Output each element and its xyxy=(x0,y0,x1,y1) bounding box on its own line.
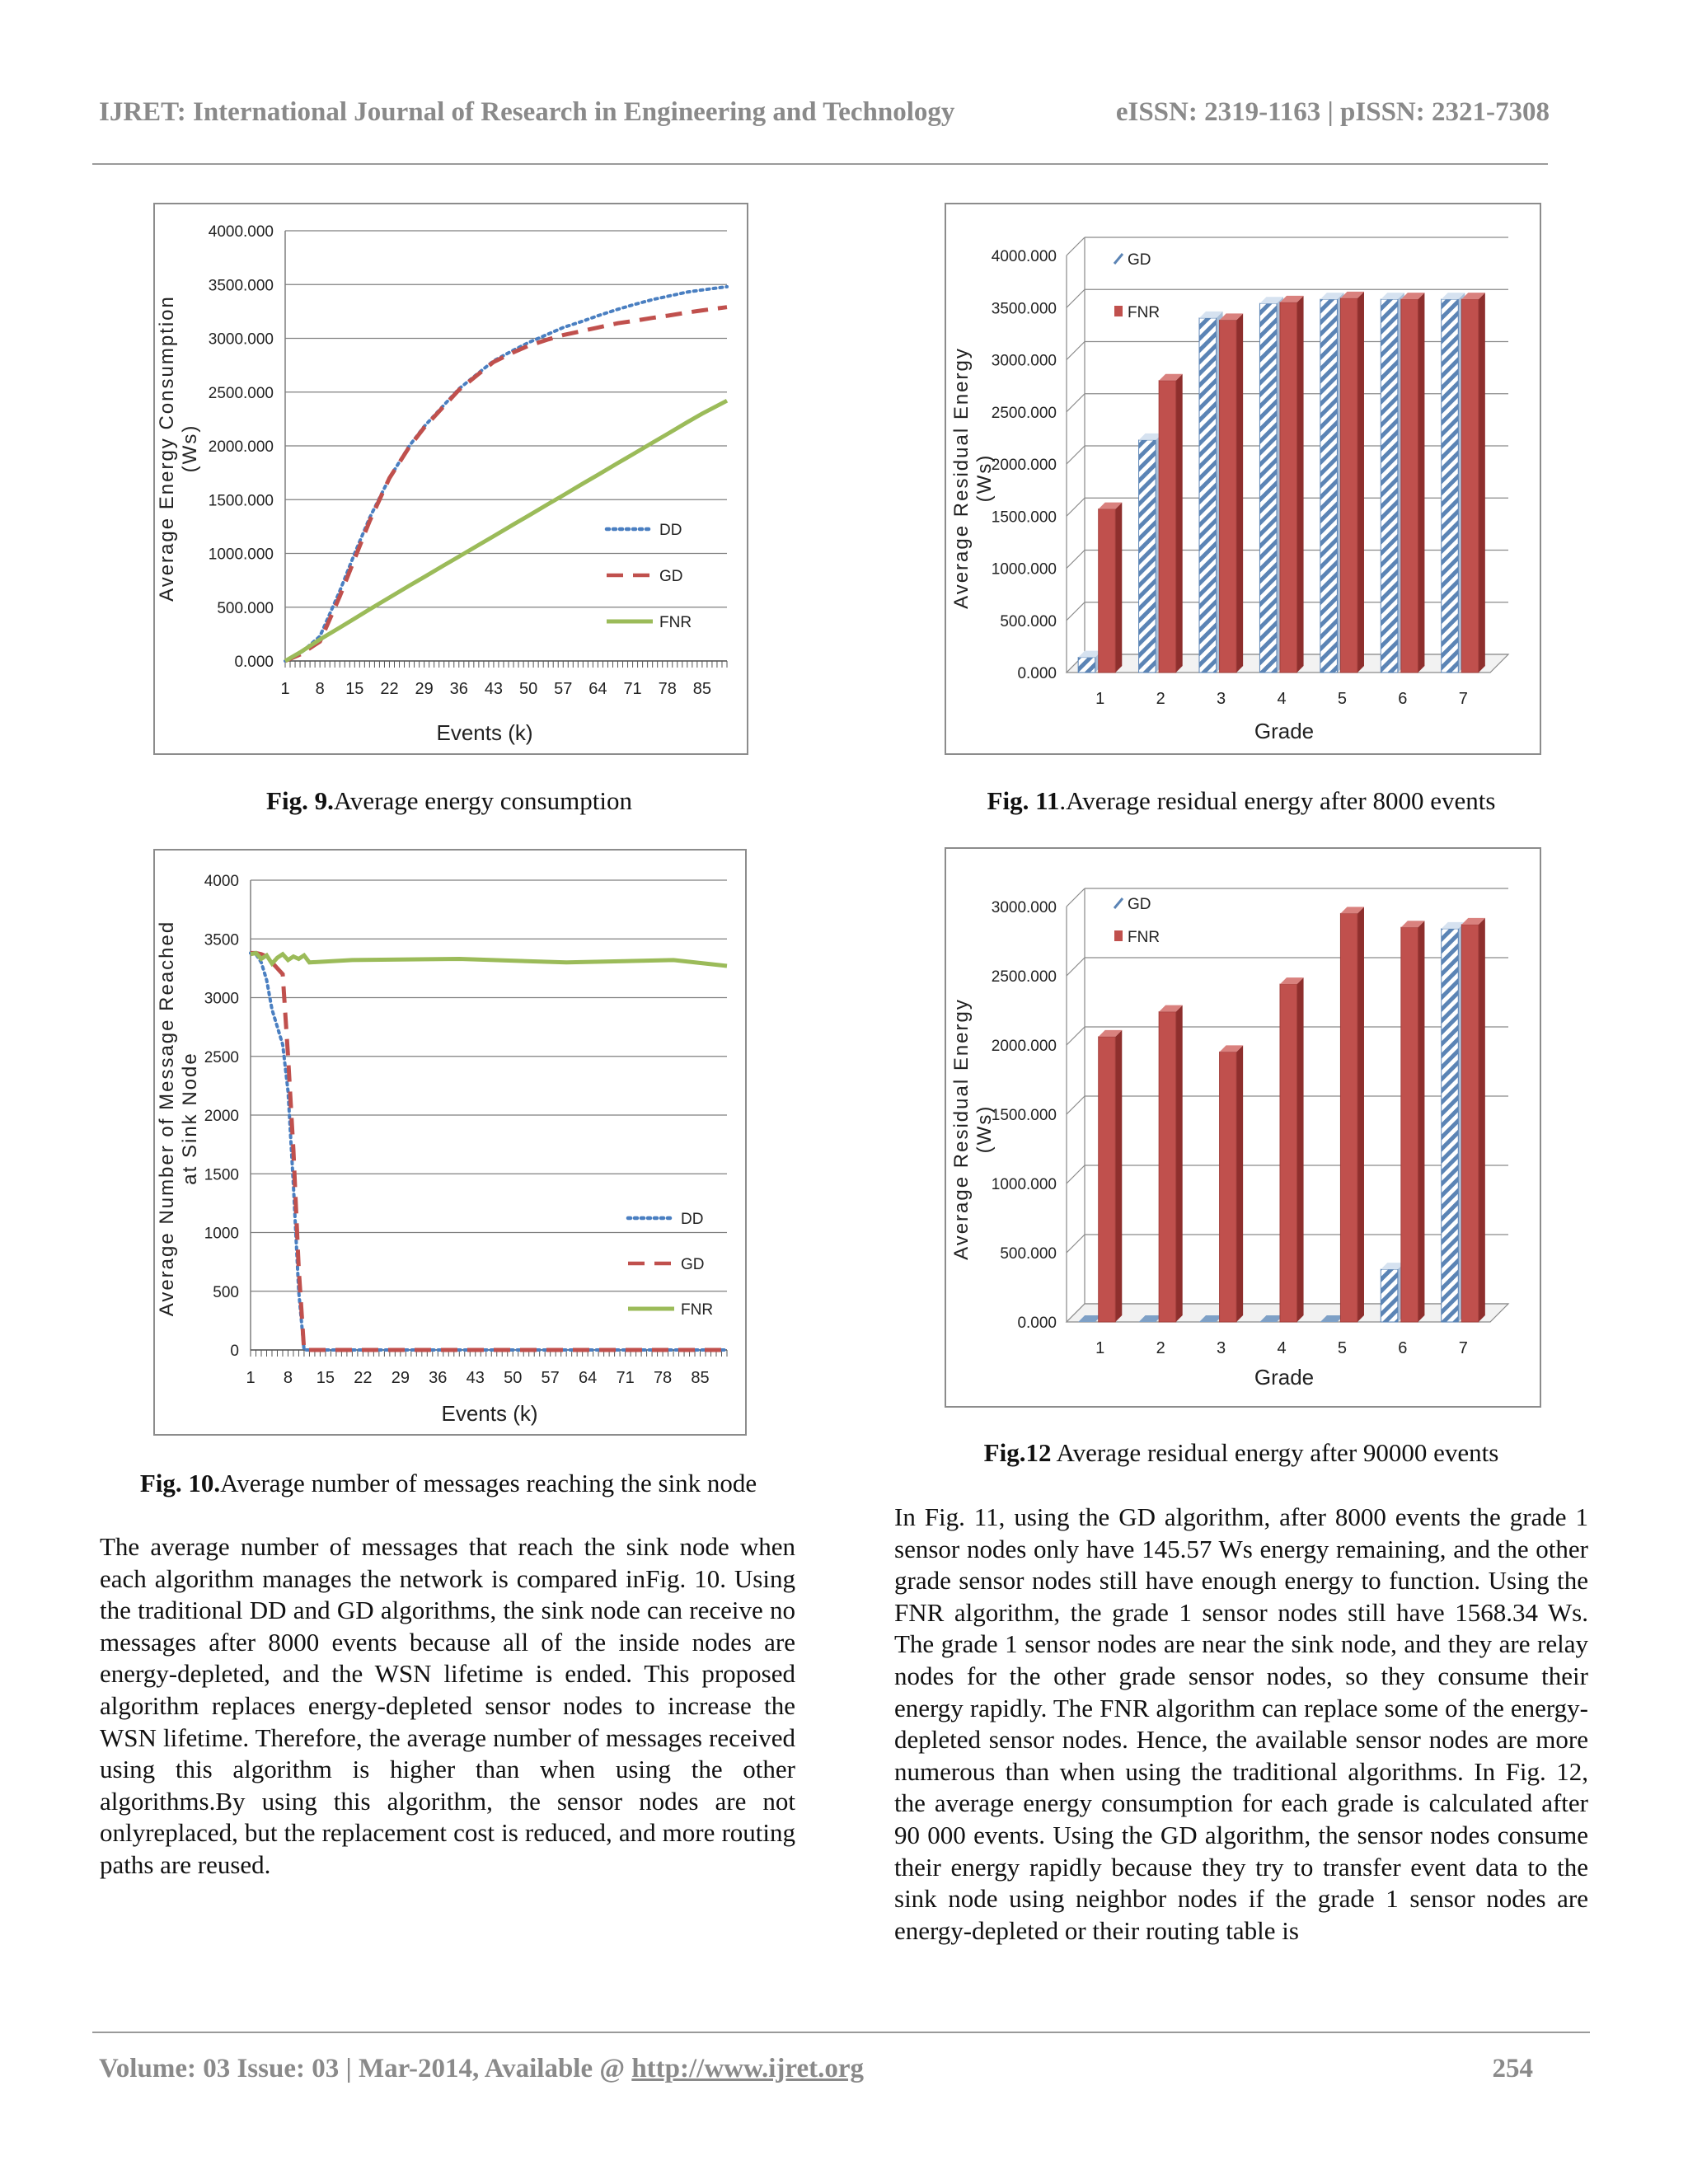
bar-fnr xyxy=(1340,913,1357,1322)
paragraph-right: In Fig. 11, using the GD algorithm, after 8000 events the grade 1 sensor nodes only have 145.57 Ws energy remaining, and the other grade sensor nodes still have enough energy to function. Using the FNR algorithm, the grade 1 sensor nodes still have 1568.34 Ws. The grade 1 sensor nodes are near the sink node, and they are relay nodes for the other grade sensor nodes, so they consume their energy rapidly. The FNR algorithm can replace some of the energy-depleted sensor nodes. Hence, the available sensor nodes are more numerous than when using the traditional algorithms. In Fig. 12, the average energy consumption for each grade is calculated after 90 000 events. Using the GD algorithm, the sensor nodes consume their energy rapidly because they try to transfer event data to the sink node using neighbor nodes if the grade 1 sensor nodes are energy-depleted or their routing table is xyxy=(894,1502,1588,1945)
x-tick-label: 1 xyxy=(1095,1339,1105,1357)
x-tick-label: 43 xyxy=(466,1369,485,1387)
x-axis-label: Grade xyxy=(1254,1365,1315,1390)
caption-fig11-label: Fig. 11 xyxy=(987,786,1060,815)
y-tick-label: 1000.000 xyxy=(991,560,1057,579)
x-tick-label: 5 xyxy=(1337,1339,1347,1357)
bar-fnr xyxy=(1159,1012,1176,1322)
bar-side-fnr xyxy=(1479,293,1485,673)
bar-fnr xyxy=(1220,320,1237,673)
bar-side-fnr xyxy=(1418,293,1424,673)
header-rule xyxy=(92,163,1548,165)
y-tick-label: 500.000 xyxy=(1000,612,1057,630)
journal-title: IJRET: International Journal of Research in Engineering and Technology xyxy=(99,97,955,127)
y-tick-label: 3000.000 xyxy=(991,899,1057,916)
bar-gd xyxy=(1442,299,1459,673)
y-tick-label: 3500.000 xyxy=(208,277,274,295)
y-tick-label: 1500.000 xyxy=(991,509,1057,527)
x-tick-label: 71 xyxy=(623,680,642,698)
legend-label-fnr: FNR xyxy=(1128,304,1160,321)
y-tick-label: 1000.000 xyxy=(208,546,274,564)
legend-label-dd: DD xyxy=(681,1211,704,1228)
gridline-side xyxy=(1067,237,1085,255)
x-tick-label: 78 xyxy=(658,680,677,698)
y-tick-label: 4000 xyxy=(204,873,239,890)
y-tick-label: 1500.000 xyxy=(208,492,274,510)
paragraph-left: The average number of messages that reach the sink node when each algorithm manages the network is compared inFig. 10. Using the traditional DD and GD algorithms, the sink node can receive no messages after 8000 events because all of the inside nodes are energy-depleted, and the WSN lifetime is ended. This proposed algorithm replaces energy-depleted sensor nodes to increase the WSN lifetime. Therefore, the average number of messages received using this algorithm is higher than when using the other algorithms.By using this algorithm, the sensor nodes are not onlyreplaced, but the replacement cost is reduced, and more routing paths are reused. xyxy=(100,1532,795,1879)
bar-fnr xyxy=(1099,509,1116,673)
running-footer xyxy=(99,2054,1533,2087)
issn: eISSN: 2319-1163 | pISSN: 2321-7308 xyxy=(1115,97,1550,127)
bar-fnr xyxy=(1340,298,1357,673)
y-axis-label: Average Residual Energy xyxy=(950,998,973,1260)
x-tick-label: 57 xyxy=(554,680,573,698)
bar-gd xyxy=(1259,303,1277,673)
legend-label-dd: DD xyxy=(659,522,682,539)
gridline-side xyxy=(1067,551,1085,569)
bar-fnr xyxy=(1280,302,1297,673)
x-axis-label: Events (k) xyxy=(436,720,533,745)
x-axis-label: Grade xyxy=(1254,719,1315,743)
bar-side-fnr xyxy=(1297,977,1304,1322)
gridline-side xyxy=(1067,289,1085,307)
y-axis-label: Average Number of Message Reached xyxy=(156,920,178,1317)
y-tick-label: 500.000 xyxy=(217,599,274,617)
y-tick-label: 2500 xyxy=(204,1048,239,1066)
caption-fig10-label: Fig. 10. xyxy=(139,1469,221,1497)
legend-label-gd: GD xyxy=(1128,896,1151,913)
fig10-chart xyxy=(155,851,745,1434)
x-tick-label: 85 xyxy=(691,1369,710,1387)
caption-fig9-text: Average energy consumption xyxy=(333,786,632,815)
x-tick-label: 1 xyxy=(1095,690,1105,708)
bar-side-fnr xyxy=(1236,1045,1243,1322)
gridline-side xyxy=(1067,1165,1085,1183)
x-tick-label: 1 xyxy=(280,680,290,698)
x-tick-label: 22 xyxy=(354,1369,373,1387)
legend-swatch-fnr xyxy=(1114,306,1123,316)
x-tick-label: 50 xyxy=(504,1369,523,1387)
gridline-side xyxy=(1067,1235,1085,1253)
bar-side-fnr xyxy=(1176,1005,1183,1322)
bar-side-fnr xyxy=(1176,374,1183,673)
figure-9 xyxy=(153,203,748,755)
x-tick-label: 57 xyxy=(541,1369,560,1387)
footer-rule xyxy=(92,2032,1590,2033)
bar-gd xyxy=(1381,299,1398,673)
bar-gd xyxy=(1078,658,1095,673)
bar-side-fnr xyxy=(1236,313,1243,673)
bar-fnr xyxy=(1280,984,1297,1322)
y-tick-label: 4000.000 xyxy=(208,223,274,241)
y-axis-label: Average Energy Consumption xyxy=(156,295,178,602)
y-tick-label: 1000 xyxy=(204,1225,239,1243)
x-tick-label: 36 xyxy=(429,1369,448,1387)
gridline-side xyxy=(1067,342,1085,360)
footer-volume xyxy=(99,2054,864,2084)
gridline-side xyxy=(1067,888,1085,907)
y-axis-label: Average Residual Energy xyxy=(950,347,973,609)
x-tick-label: 3 xyxy=(1217,690,1226,708)
y-tick-label: 3000.000 xyxy=(991,352,1057,370)
y-tick-label: 2500.000 xyxy=(991,968,1057,986)
figure-12 xyxy=(945,847,1541,1408)
x-tick-label: 85 xyxy=(692,680,712,698)
series-line-gd xyxy=(285,307,727,661)
caption-fig9 xyxy=(153,786,745,816)
bar-fnr xyxy=(1401,927,1418,1322)
caption-fig11 xyxy=(907,786,1576,816)
y-tick-label: 3500 xyxy=(204,931,239,949)
x-tick-label: 78 xyxy=(653,1369,673,1387)
x-tick-label: 6 xyxy=(1398,690,1408,708)
legend-swatch-gd xyxy=(1114,254,1123,264)
x-tick-label: 29 xyxy=(391,1369,410,1387)
x-tick-label: 4 xyxy=(1277,1339,1287,1357)
bar-side-fnr xyxy=(1357,292,1364,673)
gridline-side xyxy=(1067,446,1085,464)
y-tick-label: 3500.000 xyxy=(991,300,1057,318)
bar-gd xyxy=(1199,318,1217,673)
legend-label-gd: GD xyxy=(1128,251,1151,269)
y-tick-label: 2000.000 xyxy=(208,438,274,456)
y-tick-label: 2000 xyxy=(204,1108,239,1125)
x-tick-label: 64 xyxy=(579,1369,598,1387)
bar-fnr xyxy=(1461,925,1479,1322)
footer-volume-text: Volume: 03 Issue: 03 | Mar-2014, Available @ xyxy=(99,2054,632,2083)
y-tick-label: 1000.000 xyxy=(991,1176,1057,1193)
y-tick-label: 0.000 xyxy=(1017,665,1057,682)
legend-swatch-gd xyxy=(1114,898,1123,908)
legend-label-fnr: FNR xyxy=(659,614,692,631)
gridline-side xyxy=(1067,1096,1085,1114)
bar-fnr xyxy=(1099,1037,1116,1322)
x-tick-label: 2 xyxy=(1156,1339,1165,1357)
y-tick-label: 0.000 xyxy=(234,654,274,671)
series-line-dd xyxy=(251,953,727,1350)
x-tick-label: 7 xyxy=(1458,690,1468,708)
gridline-side xyxy=(1067,1027,1085,1045)
bar-fnr xyxy=(1401,299,1418,673)
caption-fig12-text: Average residual energy after 90000 events xyxy=(1051,1438,1499,1467)
caption-fig12-label: Fig.12 xyxy=(983,1438,1052,1467)
legend-label-fnr: FNR xyxy=(681,1301,714,1319)
x-tick-label: 64 xyxy=(588,680,607,698)
bar-side-fnr xyxy=(1418,921,1424,1322)
gridline-side xyxy=(1067,394,1085,412)
caption-fig9-label: Fig. 9. xyxy=(266,786,334,815)
x-tick-label: 4 xyxy=(1277,690,1287,708)
y-tick-label: 2000.000 xyxy=(991,1038,1057,1055)
caption-fig12 xyxy=(907,1438,1576,1468)
y-tick-label: 500 xyxy=(213,1283,239,1301)
fig12-chart xyxy=(946,849,1540,1406)
x-tick-label: 2 xyxy=(1156,690,1165,708)
y-tick-label: 0 xyxy=(230,1343,239,1360)
page-number: 254 xyxy=(1492,2054,1533,2083)
y-tick-label: 4000.000 xyxy=(991,248,1057,265)
x-tick-label: 36 xyxy=(449,680,468,698)
bar-fnr xyxy=(1159,381,1176,673)
bar-side-fnr xyxy=(1115,1030,1122,1322)
x-tick-label: 1 xyxy=(246,1369,256,1387)
caption-fig11-text: .Average residual energy after 8000 events xyxy=(1059,786,1496,815)
x-tick-label: 15 xyxy=(345,680,364,698)
x-tick-label: 43 xyxy=(484,680,504,698)
caption-fig10-text: Average number of messages reaching the sink node xyxy=(220,1469,757,1497)
x-tick-label: 29 xyxy=(415,680,434,698)
x-tick-label: 15 xyxy=(316,1369,335,1387)
y-tick-label: 2500.000 xyxy=(208,384,274,402)
y-tick-label: 1500.000 xyxy=(991,1107,1057,1124)
y-tick-label: 2000.000 xyxy=(991,457,1057,474)
legend-label-gd: GD xyxy=(681,1256,705,1273)
bar-side-fnr xyxy=(1357,907,1364,1322)
x-tick-label: 3 xyxy=(1217,1339,1226,1357)
gridline-side xyxy=(1067,498,1085,516)
y-axis-label: at Sink Node xyxy=(179,1052,201,1185)
legend-swatch-fnr xyxy=(1114,930,1123,941)
y-tick-label: 1500 xyxy=(204,1166,239,1184)
legend-label-fnr: FNR xyxy=(1128,929,1160,946)
y-tick-label: 0.000 xyxy=(1017,1315,1057,1332)
y-tick-label: 2500.000 xyxy=(991,404,1057,422)
bar-gd xyxy=(1320,299,1338,673)
bar-side-fnr xyxy=(1115,503,1122,673)
gridline-side xyxy=(1067,602,1085,621)
x-axis-label: Events (k) xyxy=(441,1401,538,1426)
bar-side-fnr xyxy=(1297,296,1304,673)
y-tick-label: 3000 xyxy=(204,990,239,1008)
figure-11 xyxy=(945,203,1541,755)
fig11-chart xyxy=(946,204,1540,753)
caption-fig10 xyxy=(82,1469,814,1498)
legend-label-gd: GD xyxy=(659,568,683,585)
x-tick-label: 7 xyxy=(1458,1339,1468,1357)
bar-fnr xyxy=(1461,299,1479,673)
x-tick-label: 8 xyxy=(315,680,325,698)
series-line-gd xyxy=(251,953,727,1350)
x-tick-label: 5 xyxy=(1337,690,1347,708)
bar-gd xyxy=(1139,440,1156,673)
y-tick-label: 500.000 xyxy=(1000,1245,1057,1263)
y-axis-label: (Ws) xyxy=(179,424,201,473)
gridline-side xyxy=(1067,958,1085,976)
fig9-chart xyxy=(155,204,747,753)
running-header xyxy=(99,97,1550,138)
x-tick-label: 6 xyxy=(1398,1339,1408,1357)
bar-side-fnr xyxy=(1479,918,1485,1322)
bar-gd xyxy=(1442,929,1459,1322)
y-axis-label: (Ws) xyxy=(973,453,996,503)
x-tick-label: 50 xyxy=(518,680,538,698)
figure-10 xyxy=(153,849,747,1436)
bar-gd xyxy=(1381,1269,1398,1322)
x-tick-label: 22 xyxy=(380,680,399,698)
series-line-fnr xyxy=(251,953,727,966)
bar-fnr xyxy=(1220,1052,1237,1322)
y-axis-label: (Ws) xyxy=(973,1104,996,1154)
series-line-dd xyxy=(285,287,727,661)
x-tick-label: 8 xyxy=(283,1369,293,1387)
x-tick-label: 71 xyxy=(616,1369,635,1387)
y-tick-label: 3000.000 xyxy=(208,330,274,349)
footer-link[interactable]: http://www.ijret.org xyxy=(631,2054,864,2083)
